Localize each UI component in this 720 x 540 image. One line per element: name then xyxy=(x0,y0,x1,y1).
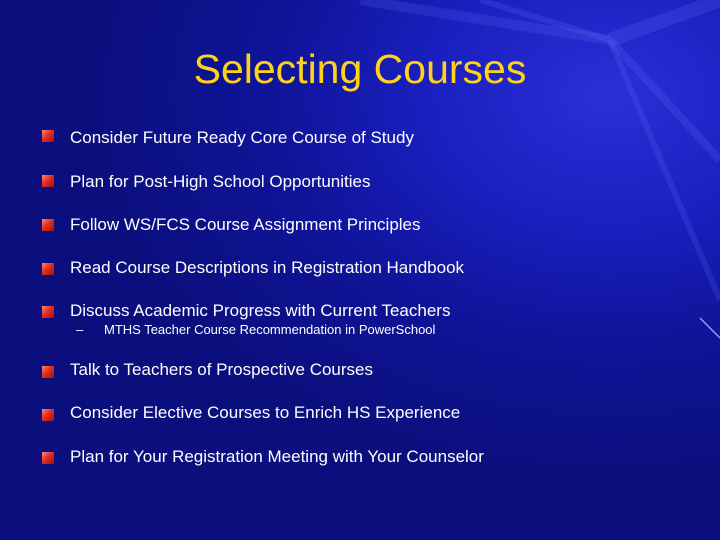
sub-bullet-text: MTHS Teacher Course Recommendation in PowerSchool xyxy=(104,322,436,337)
bullet-marker xyxy=(42,409,54,421)
bullet-marker xyxy=(42,130,54,142)
bullet-marker xyxy=(42,306,54,318)
bullet-text: Talk to Teachers of Prospective Courses xyxy=(70,360,373,379)
bullet-text: Read Course Descriptions in Registration Handbook xyxy=(70,258,465,277)
bullet-marker xyxy=(42,219,54,231)
bullet-text: Consider Elective Courses to Enrich HS Experience xyxy=(70,403,461,422)
sub-bullet-dash: – xyxy=(76,322,84,337)
bullet-text: Discuss Academic Progress with Current Teachers xyxy=(70,301,451,320)
bullet-marker xyxy=(42,452,54,464)
bullet-text: Follow WS/FCS Course Assignment Principles xyxy=(70,215,421,234)
bullet-marker xyxy=(42,263,54,275)
bullet-text: Consider Future Ready Core Course of Study xyxy=(70,128,414,147)
bullet-marker xyxy=(42,366,54,378)
bullet-text: Plan for Post-High School Opportunities xyxy=(70,172,371,191)
bullet-marker xyxy=(42,175,54,187)
slide-title: Selecting Courses xyxy=(193,46,527,92)
bullet-text: Plan for Your Registration Meeting with Your Counselor xyxy=(70,447,484,466)
